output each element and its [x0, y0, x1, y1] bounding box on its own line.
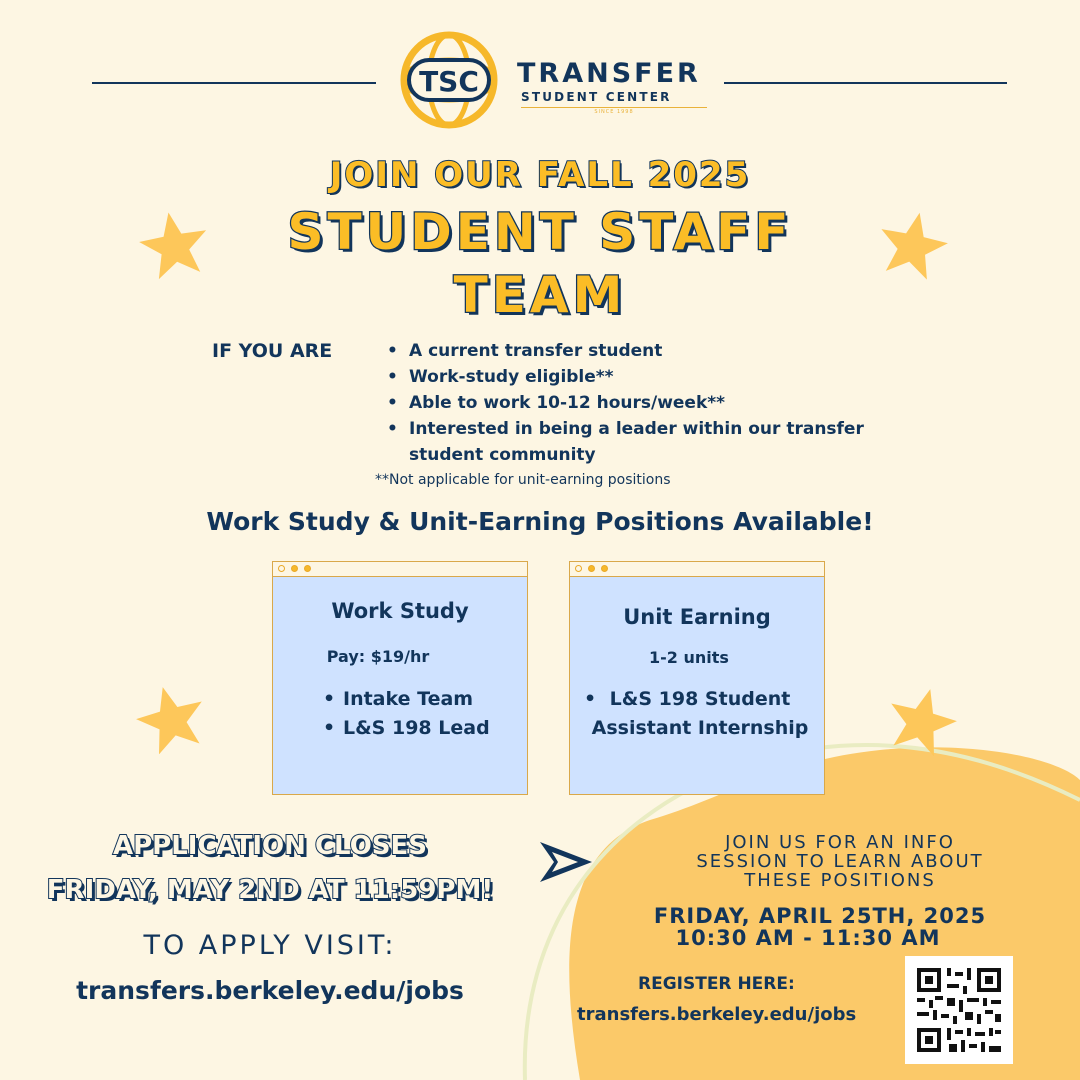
unit-earning-card	[569, 561, 825, 795]
card-title: Work Study	[331, 599, 469, 623]
card-subtitle: 1-2 units	[649, 648, 729, 667]
info-line1: JOIN US FOR AN INFO	[725, 832, 955, 853]
card-list	[323, 685, 490, 743]
card-list	[584, 685, 816, 743]
brand-since: SINCE 1998	[521, 107, 707, 115]
window-bar	[273, 562, 527, 577]
work-study-card	[272, 561, 528, 795]
availability-heading: Work Study & Unit-Earning Positions Available!	[206, 507, 874, 536]
deadline-line1: APPLICATION CLOSES	[112, 831, 428, 861]
header-rule-right	[724, 82, 1007, 84]
list-item: • Able to work 10-12 hours/week**	[387, 390, 877, 416]
star-icon	[886, 684, 958, 756]
brand-subtitle: STUDENT CENTER	[521, 90, 672, 104]
list-item: • L&S 198 Lead	[323, 714, 490, 743]
list-item: • Intake Team	[323, 685, 490, 714]
info-line3: THESE POSITIONS	[744, 870, 936, 891]
window-bar	[570, 562, 824, 577]
list-item: • L&S 198 Student Assistant Internship	[584, 685, 816, 743]
list-item: • A current transfer student	[387, 338, 877, 364]
star-icon	[135, 682, 207, 754]
brand-title: TRANSFER	[517, 58, 701, 89]
tsc-logo	[395, 30, 503, 130]
info-date: FRIDAY, APRIL 25TH, 2025	[653, 904, 987, 928]
arrow-right-icon	[538, 838, 594, 886]
register-link[interactable]: transfers.berkeley.edu/jobs	[577, 1004, 857, 1025]
card-title: Unit Earning	[623, 605, 771, 629]
headline-line3: TEAM	[453, 266, 627, 324]
card-subtitle: Pay: $19/hr	[326, 647, 430, 666]
apply-label: TO APPLY VISIT:	[143, 930, 397, 961]
logo-text: TSC	[419, 65, 479, 98]
eligibility-label: IF YOU ARE	[212, 340, 333, 362]
headline-line1: JOIN OUR FALL 2025	[329, 155, 751, 195]
info-line2: SESSION TO LEARN ABOUT	[696, 851, 984, 872]
eligibility-list	[387, 338, 877, 468]
register-label: REGISTER HERE:	[638, 974, 795, 994]
info-time: 10:30 AM - 11:30 AM	[675, 926, 941, 950]
headline-line2: STUDENT STAFF	[287, 203, 793, 261]
apply-link[interactable]: transfers.berkeley.edu/jobs	[76, 976, 464, 1005]
deadline-line2: FRIDAY, MAY 2ND AT 11:59PM!	[46, 875, 494, 905]
header-rule-left	[92, 82, 376, 84]
list-item: • Work-study eligible**	[387, 364, 877, 390]
list-item: • Interested in being a leader within our transfer student community	[387, 416, 877, 468]
qr-code-icon[interactable]	[905, 956, 1013, 1064]
eligibility-footnote: **Not applicable for unit-earning positions	[375, 472, 671, 488]
